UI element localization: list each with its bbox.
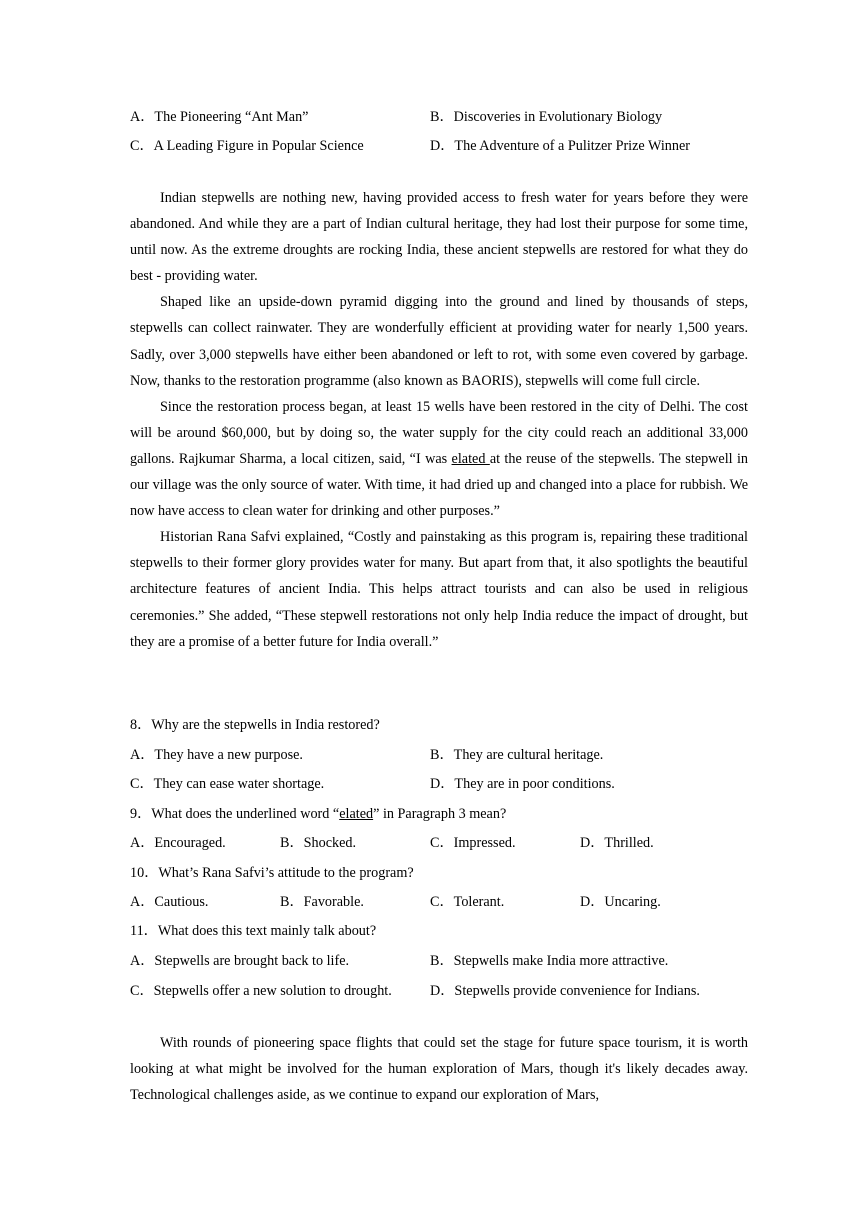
paragraph-3-text-before: Since the restoration process began, at least 15 wells have been restored in the city of Delhi. The cost will be around $60,000, but by doing so, the water supply for the city could reach an additional 33,000 gallons. Rajkumar Sharma, a local citizen, said, “I was (130, 398, 748, 467)
prev-option-d[interactable]: D．The Adventure of a Pulitzer Prize Winner (430, 138, 690, 154)
q9-underlined-word: elated (339, 806, 374, 822)
q11-option-d[interactable]: D．Stepwells provide convenience for Indians. (430, 983, 700, 999)
q10-option-d[interactable]: D．Uncaring. (580, 894, 661, 910)
paragraph-4: Historian Rana Safvi explained, “Costly and painstaking as this program is, repairing these traditional stepwells to their former glory provides water for many. But apart from that, it also spotlights the beautiful architecture features of ancient India. This helps attract tourists and can also be used in religious ceremonies.” She added, “These stepwell restorations not only help India reduce the impact of drought, but they are a promise of a better future for India overall.” (130, 529, 748, 650)
question-8-options-row-2 (130, 773, 730, 795)
q8-option-d[interactable]: D．They are in poor conditions. (430, 776, 615, 792)
paragraph-3-text-after: at the reuse of the stepwells. The stepwell in our village was the only source of water. With time, it had dried up and changed into a place for rubbish. We now have access to clean water for drinking and other purposes.” (130, 450, 749, 520)
question-10-stem: 10．What’s Rana Safvi’s attitude to the program? (130, 865, 414, 881)
q9-stem-after: ” in Paragraph 3 mean? (373, 806, 507, 822)
mars-paragraph-1: With rounds of pioneering space flights that could set the stage for future space tourism, it is worth looking at what might be involved for the human exploration of Mars, though it's likely decades away. Technological challenges aside, as we continue to expand our exploration of Mars, (130, 1035, 748, 1104)
q9-option-a[interactable]: A．Encouraged. (130, 835, 226, 851)
q10-option-b[interactable]: B．Favorable. (280, 894, 364, 910)
question-10-options-row (130, 891, 730, 913)
question-11-options-row-2 (130, 980, 730, 1002)
paragraph-2: Shaped like an upside-down pyramid digging into the ground and lined by thousands of steps, stepwells can collect rainwater. They are wonderfully efficient at providing water for nearly 1,500 years. Sadly, over 3,000 stepwells have either been abandoned or left to rot, with some even covered by garbage. Now, thanks to the restoration programme (also known as BAORIS), stepwells will come full circle. (130, 294, 748, 389)
prev-option-a[interactable]: A．The Pioneering “Ant Man” (130, 109, 309, 125)
question-8-options-row-1 (130, 744, 730, 766)
underlined-word-elated: elated (451, 450, 490, 467)
q11-option-c[interactable]: C．Stepwells offer a new solution to drought. (130, 983, 392, 999)
question-11-stem: 11．What does this text mainly talk about? (130, 923, 377, 939)
passage-mars (130, 1030, 748, 1108)
q8-option-c[interactable]: C．They can ease water shortage. (130, 776, 325, 792)
q10-option-c[interactable]: C．Tolerant. (430, 894, 505, 910)
question-8-stem: 8．Why are the stepwells in India restored? (130, 717, 380, 733)
q9-option-d[interactable]: D．Thrilled. (580, 835, 654, 851)
prev-options-row-2 (130, 135, 730, 157)
passage-stepwells (130, 185, 748, 655)
q9-option-c[interactable]: C．Impressed. (430, 835, 516, 851)
question-9-options-row (130, 832, 730, 854)
q8-option-b[interactable]: B．They are cultural heritage. (430, 747, 604, 763)
question-11-options-row-1 (130, 950, 730, 972)
question-9-stem (130, 803, 506, 823)
prev-option-c[interactable]: C．A Leading Figure in Popular Science (130, 138, 364, 154)
paragraph-1: Indian stepwells are nothing new, having provided access to fresh water for years before they were abandoned. And while they are a part of Indian cultural heritage, they had lost their purpose for some time, until now. As the extreme droughts are rocking India, these ancient stepwells are restored for what they do best - providing water. (130, 190, 748, 285)
q11-option-a[interactable]: A．Stepwells are brought back to life. (130, 953, 350, 969)
paragraph-3 (130, 394, 748, 524)
q10-option-a[interactable]: A．Cautious. (130, 894, 209, 910)
q8-option-a[interactable]: A．They have a new purpose. (130, 747, 303, 763)
q11-option-b[interactable]: B．Stepwells make India more attractive. (430, 953, 669, 969)
q9-option-b[interactable]: B．Shocked. (280, 835, 357, 851)
prev-option-b[interactable]: B．Discoveries in Evolutionary Biology (430, 109, 663, 125)
prev-options-row-1 (130, 106, 730, 128)
q9-stem-before: 9．What does the underlined word “ (130, 806, 340, 822)
